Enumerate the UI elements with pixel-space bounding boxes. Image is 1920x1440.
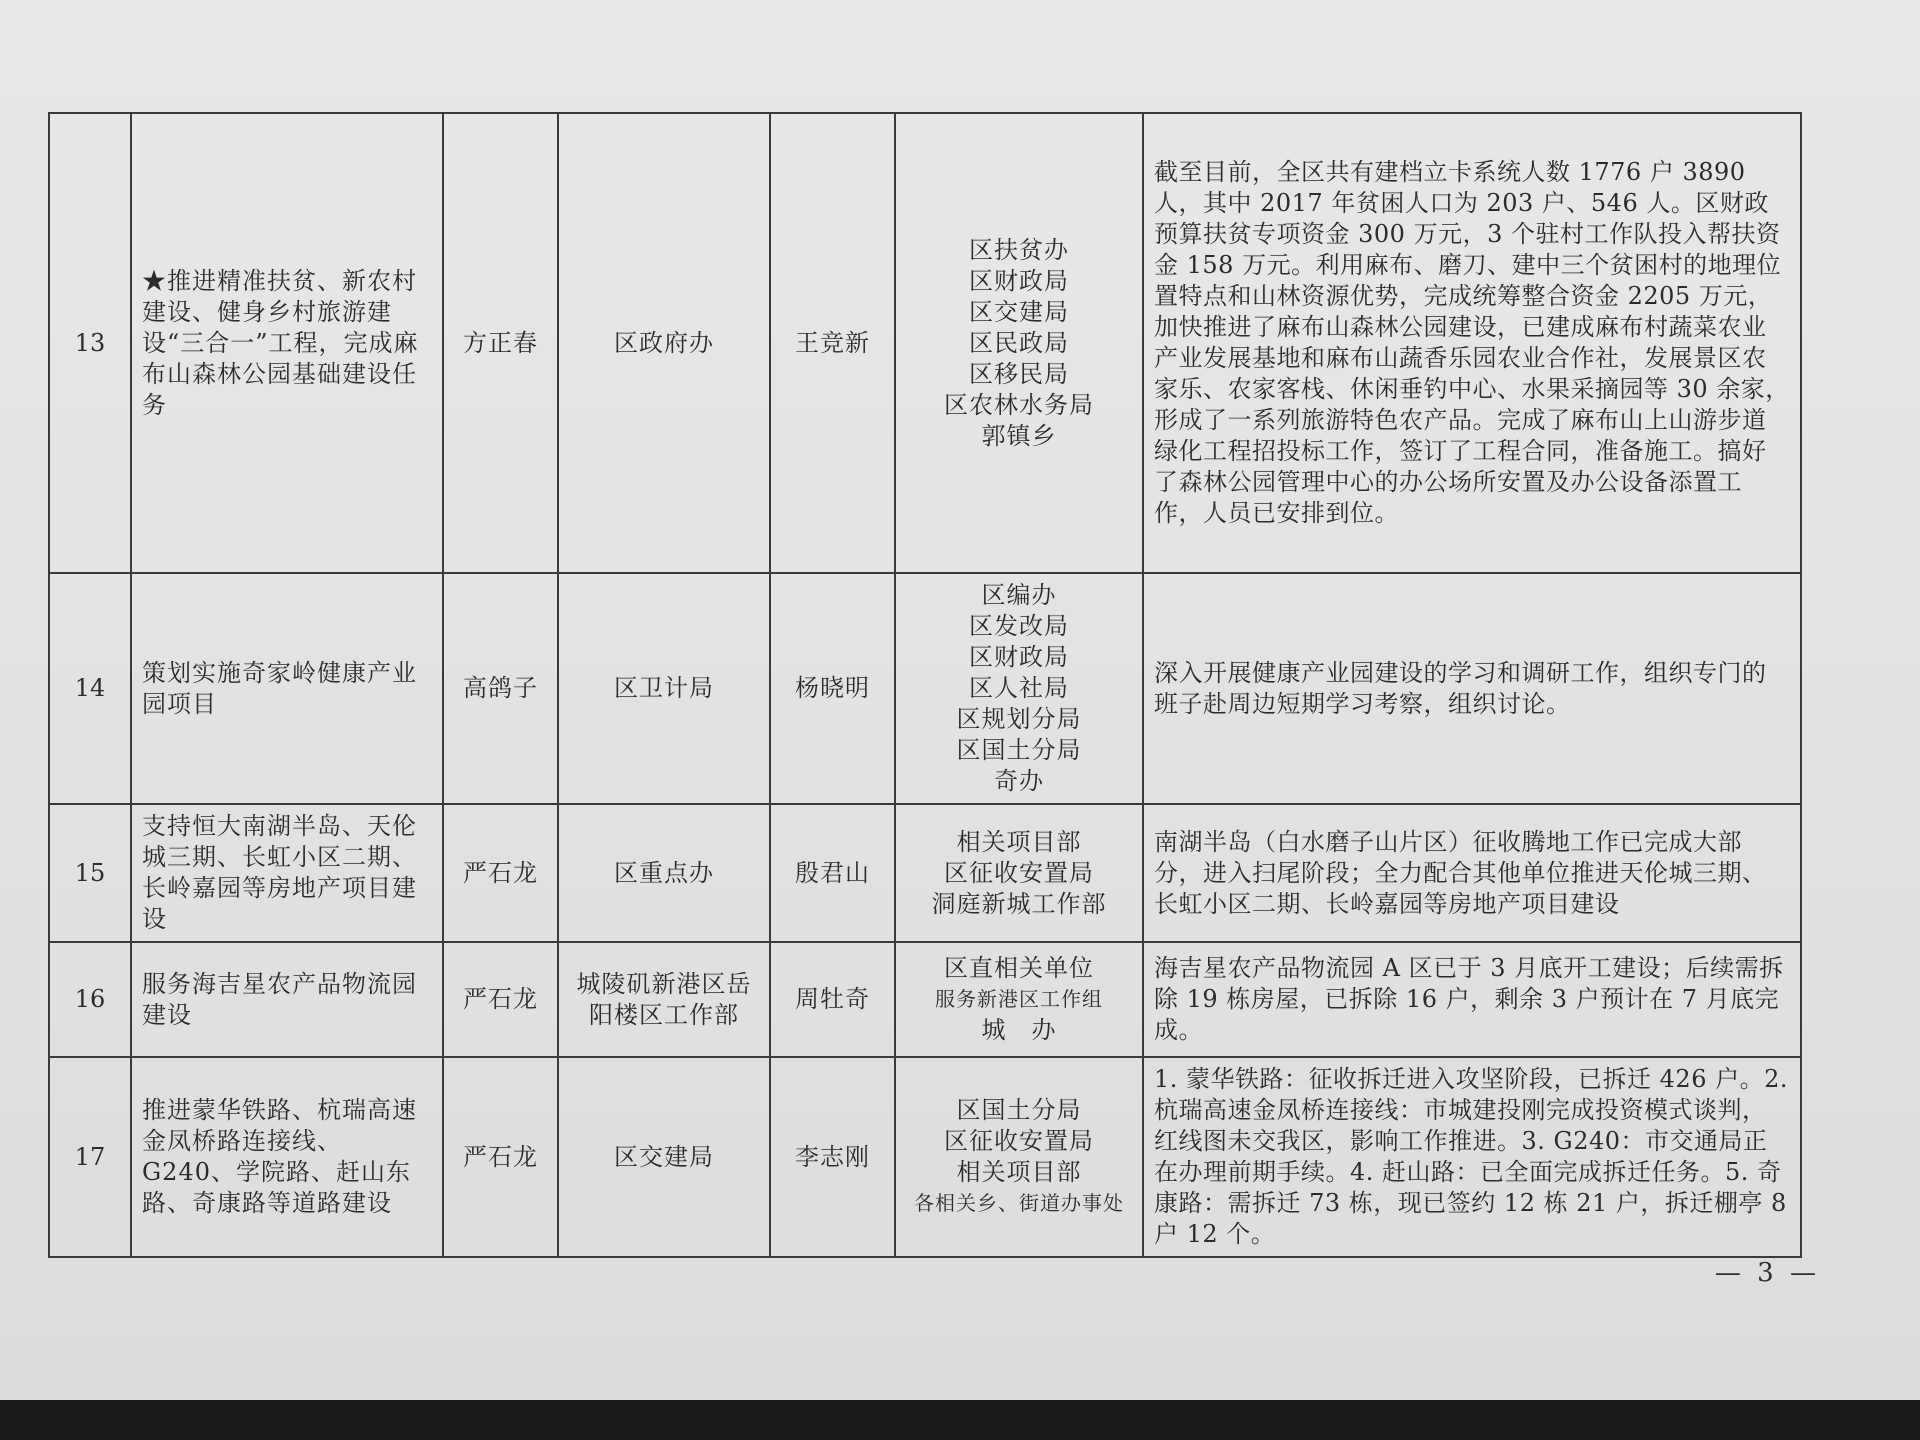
responsible-leader: 严石龙 xyxy=(443,1057,558,1257)
page-number: — 3 — xyxy=(1714,1258,1820,1288)
cooperating-units xyxy=(895,1057,1143,1257)
unit-item: 区财政局 xyxy=(969,266,1069,295)
unit-item: 区财政局 xyxy=(969,643,1069,671)
progress-text: 1. 蒙华铁路：征收拆迁进入攻坚阶段，已拆迁 426 户。2. 杭瑞高速金凤桥连接线：市城建投刚完成投资模式谈判，红线图未交我区，影响工作推进。3. G240：市交通局正在办理前期手续。4. 赶山路：已全面完成拆迁任务。5. 奇康路：需拆迁 73 栋，现已签约 12 栋 21 户，拆迁棚亭 8 户 12 个。 xyxy=(1143,1057,1801,1257)
row-number: 17 xyxy=(49,1057,131,1257)
unit-item: 郭镇乡 xyxy=(981,421,1057,450)
contact-person: 殷君山 xyxy=(770,804,895,942)
task-description: 支持恒大南湖半岛、天伦城三期、长虹小区二期、长岭嘉园等房地产项目建设 xyxy=(131,804,443,942)
responsible-leader: 严石龙 xyxy=(443,942,558,1057)
cooperating-units xyxy=(895,942,1143,1057)
unit-item: 相关项目部 xyxy=(956,827,1082,856)
contact-person: 李志刚 xyxy=(770,1057,895,1257)
task-description: ★推进精准扶贫、新农村建设、健身乡村旅游建设“三合一”工程，完成麻布山森林公园基础建设任务 xyxy=(131,113,443,573)
unit-item: 区规划分局 xyxy=(956,705,1082,733)
row-number: 14 xyxy=(49,573,131,804)
unit-item: 城 办 xyxy=(981,1016,1057,1044)
lead-unit: 区政府办 xyxy=(558,113,770,573)
unit-item: 区人社局 xyxy=(969,674,1069,702)
table-row xyxy=(49,1057,1801,1257)
responsible-leader: 高鸽子 xyxy=(443,573,558,804)
progress-text: 海吉星农产品物流园 A 区已于 3 月底开工建设；后续需拆除 19 栋房屋，已拆除 16 户，剩余 3 户预计在 7 月底完成。 xyxy=(1143,942,1801,1057)
table-row xyxy=(49,804,1801,942)
contact-person: 杨晓明 xyxy=(770,573,895,804)
task-table xyxy=(48,112,1802,1258)
unit-item: 区国土分局 xyxy=(956,736,1082,764)
unit-item: 区交建局 xyxy=(969,297,1069,326)
table-row xyxy=(49,573,1801,804)
unit-item: 区移民局 xyxy=(969,359,1069,388)
unit-item: 区直相关单位 xyxy=(944,954,1094,982)
contact-person: 周牡奇 xyxy=(770,942,895,1057)
lead-unit: 区卫计局 xyxy=(558,573,770,804)
row-number: 16 xyxy=(49,942,131,1057)
unit-item: 奇办 xyxy=(994,767,1044,795)
unit-item: 服务新港区工作组 xyxy=(935,987,1103,1011)
progress-text: 南湖半岛（白水磨子山片区）征收腾地工作已完成大部分，进入扫尾阶段；全力配合其他单位推进天伦城三期、长虹小区二期、长岭嘉园等房地产项目建设 xyxy=(1143,804,1801,942)
unit-item: 各相关乡、街道办事处 xyxy=(914,1191,1124,1215)
lead-unit: 区重点办 xyxy=(558,804,770,942)
unit-item: 区征收安置局 xyxy=(944,858,1094,887)
table-row xyxy=(49,113,1801,573)
unit-item: 区农林水务局 xyxy=(944,390,1094,419)
cooperating-units xyxy=(895,804,1143,942)
progress-text: 截至目前，全区共有建档立卡系统人数 1776 户 3890 人，其中 2017 年贫困人口为 203 户、546 人。区财政预算扶贫专项资金 300 万元，3 个驻村工作队投入帮扶资金 158 万元。利用麻布、磨刀、建中三个贫困村的地理位置特点和山林资源优势，完成统筹整合资金 2205 万元，加快推进了麻布山森林公园建设，已建成麻布村蔬菜农业产业发展基地和麻布山蔬香乐园农业合作社，发展景区农家乐、农家客栈、休闲垂钓中心、水果采摘园等 30 余家，形成了一系列旅游特色农产品。完成了麻布山上山游步道绿化工程招投标工作，签订了工程合同，准备施工。搞好了森林公园管理中心的办公场所安置及办公设备添置工作，人员已安排到位。 xyxy=(1143,113,1801,573)
unit-item: 区民政局 xyxy=(969,328,1069,357)
lead-unit: 城陵矶新港区岳阳楼区工作部 xyxy=(558,942,770,1057)
task-description: 策划实施奇家岭健康产业园项目 xyxy=(131,573,443,804)
unit-item: 区发改局 xyxy=(969,612,1069,640)
desk-background xyxy=(0,1400,1920,1440)
unit-item: 区国土分局 xyxy=(956,1096,1082,1124)
unit-item: 相关项目部 xyxy=(956,1158,1082,1186)
task-description: 推进蒙华铁路、杭瑞高速金凤桥路连接线、G240、学院路、赶山东路、奇康路等道路建设 xyxy=(131,1057,443,1257)
task-description: 服务海吉星农产品物流园建设 xyxy=(131,942,443,1057)
table-row xyxy=(49,942,1801,1057)
responsible-leader: 方正春 xyxy=(443,113,558,573)
responsible-leader: 严石龙 xyxy=(443,804,558,942)
cooperating-units xyxy=(895,113,1143,573)
row-number: 13 xyxy=(49,113,131,573)
lead-unit: 区交建局 xyxy=(558,1057,770,1257)
progress-text: 深入开展健康产业园建设的学习和调研工作，组织专门的班子赴周边短期学习考察，组织讨论。 xyxy=(1143,573,1801,804)
contact-person: 王竞新 xyxy=(770,113,895,573)
unit-item: 洞庭新城工作部 xyxy=(931,889,1107,918)
unit-item: 区扶贫办 xyxy=(969,235,1069,264)
row-number: 15 xyxy=(49,804,131,942)
unit-item: 区编办 xyxy=(981,581,1057,609)
cooperating-units xyxy=(895,573,1143,804)
unit-item: 区征收安置局 xyxy=(944,1127,1094,1155)
